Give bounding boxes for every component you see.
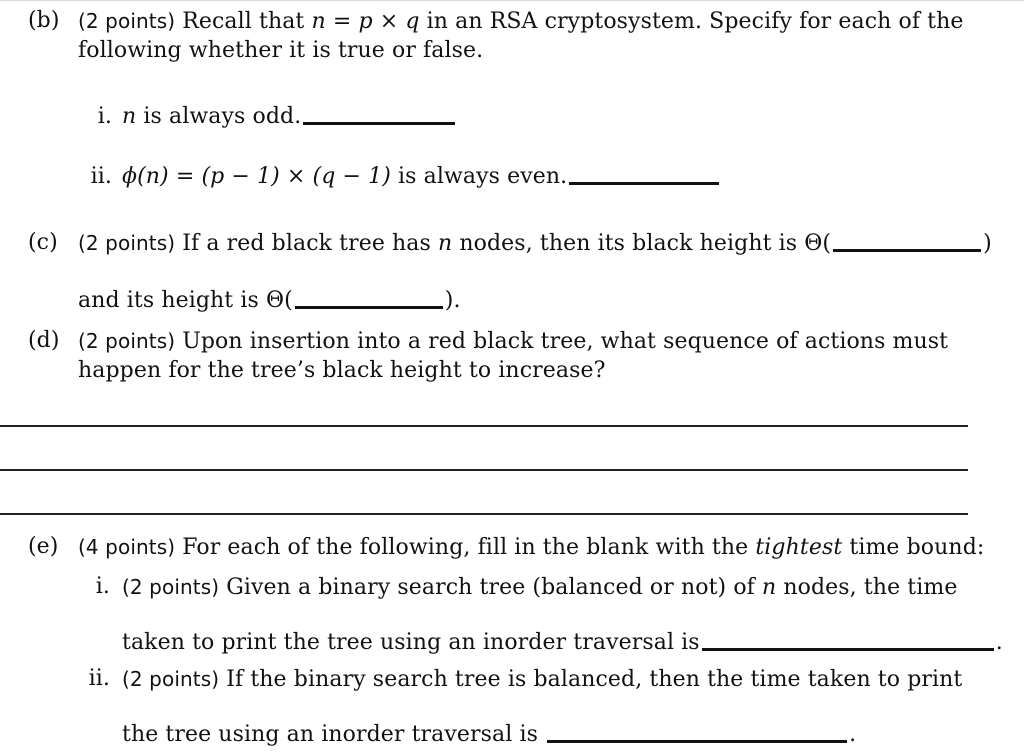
- question-e-item-2-text: If the binary search tree is balanced, then the time taken to print: [226, 667, 963, 692]
- answer-line-2[interactable]: [0, 469, 968, 471]
- question-e-item-1-line-2: [122, 629, 1003, 657]
- question-c-line-2: [78, 287, 461, 315]
- question-e-item-2-blank[interactable]: [547, 740, 847, 743]
- question-b-points: (2 points): [78, 9, 176, 33]
- question-c-text-prefix: If a red black tree has: [182, 231, 439, 256]
- question-e-item-1-num: i.: [95, 574, 110, 599]
- question-c-text-mid: nodes, then its black height is Θ(: [452, 231, 832, 256]
- question-c-height-blank[interactable]: [295, 306, 443, 309]
- question-c-math: n: [438, 231, 453, 256]
- question-e-item-1-text-prefix: Given a binary search tree (balanced or not) of: [226, 575, 762, 600]
- question-b-item-1-num: i.: [97, 104, 112, 129]
- question-b-item-2-num: ii.: [90, 164, 112, 189]
- question-c-text-suffix: ): [983, 231, 992, 256]
- question-d-label: (d): [28, 328, 60, 353]
- question-d-line-2: happen for the tree’s black height to increase?: [78, 358, 606, 383]
- question-e-item-1-points: (2 points): [122, 575, 220, 599]
- question-b-item-1-text: is always odd.: [136, 104, 302, 129]
- question-e-item-1-text-suffix: nodes, the time: [776, 575, 958, 600]
- answer-line-1[interactable]: [0, 425, 968, 427]
- question-e-label: (e): [28, 534, 59, 559]
- question-c-label: (c): [28, 230, 58, 255]
- question-b-line-2: following whether it is true or false.: [78, 38, 484, 63]
- question-c-points: (2 points): [78, 231, 176, 255]
- question-b-text-suffix: in an RSA cryptosystem. Specify for each of the: [419, 9, 964, 34]
- question-b-math: n = p × q: [311, 9, 420, 34]
- question-e-points: (4 points): [78, 535, 176, 559]
- question-c-black-height-blank[interactable]: [833, 249, 981, 252]
- question-e-item-1-line-2-text: taken to print the tree using an inorder traversal is: [122, 630, 700, 655]
- question-d-points: (2 points): [78, 329, 176, 353]
- question-e-item-2-line-2-text: the tree using an inorder traversal is: [122, 722, 539, 747]
- question-e-item-1-end: .: [995, 630, 1003, 655]
- question-b-item-1-math: n: [122, 104, 137, 129]
- question-b-item-2-blank[interactable]: [569, 182, 719, 185]
- question-b-text-prefix: Recall that: [182, 9, 312, 34]
- question-b-item-1-blank[interactable]: [303, 122, 455, 125]
- question-c-line-2-prefix: and its height is Θ(: [78, 288, 293, 313]
- question-c-line-2-suffix: ).: [444, 288, 461, 313]
- question-b-item-2-text: is always even.: [390, 164, 568, 189]
- question-e-item-2-line-2: [122, 721, 856, 749]
- answer-line-3[interactable]: [0, 513, 968, 515]
- question-e-text-suffix: time bound:: [842, 535, 985, 560]
- question-e-item-2-points: (2 points): [122, 667, 220, 691]
- question-d-text: Upon insertion into a red black tree, what sequence of actions must: [182, 329, 949, 354]
- question-e-item-2-end: .: [849, 722, 857, 747]
- question-e-item-1-blank[interactable]: [702, 648, 994, 651]
- question-b-label: (b): [28, 8, 60, 33]
- question-e-text-emph: tightest: [755, 535, 843, 560]
- question-e-item-2-num: ii.: [88, 666, 110, 691]
- question-b-item-2-math: ϕ(n) = (p − 1) × (q − 1): [122, 164, 391, 189]
- question-e-item-1-math: n: [762, 575, 777, 600]
- question-e-text-prefix: For each of the following, fill in the blank with the: [182, 535, 756, 560]
